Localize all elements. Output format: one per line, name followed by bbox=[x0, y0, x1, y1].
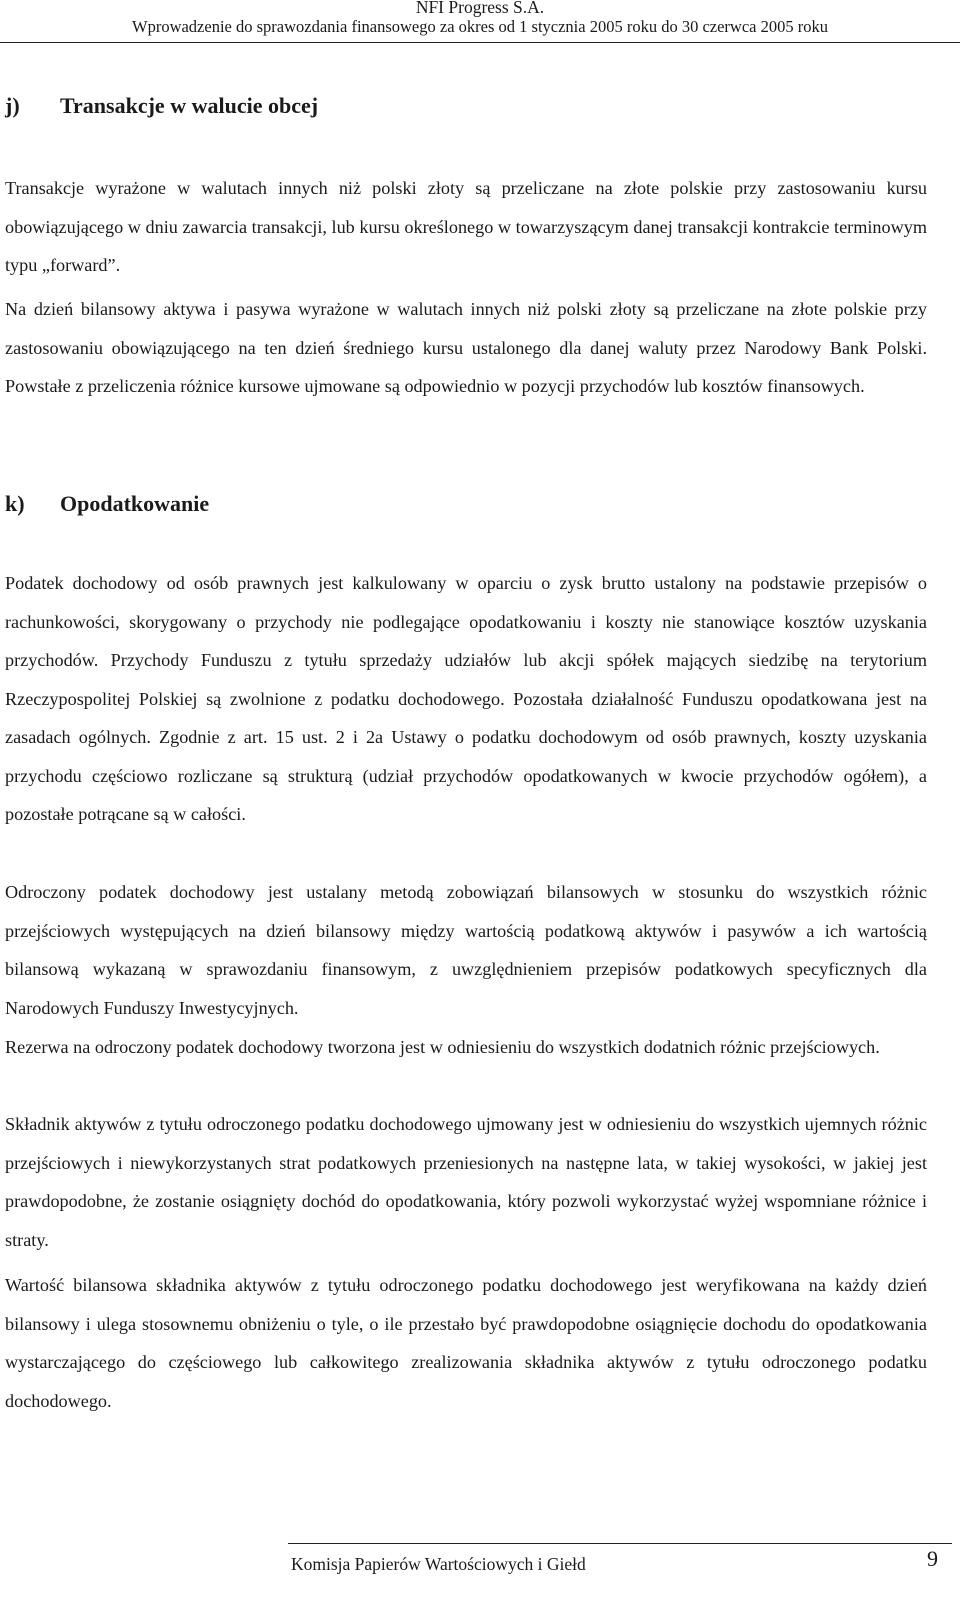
section-heading-j bbox=[5, 93, 318, 119]
paragraph: Wartość bilansowa składnika aktywów z tytułu odroczonego podatku dochodowego jest weryfikowana na każdy dzień bilansowy i ulega stosownemu obniżeniu o tyle, o ile przestało być prawdopodobne osiągnięcie dochodu do opodatkowania wystarczającego do częściowego lub całkowitego zrealizowania składnika aktywów z tytułu odroczonego podatku dochodowego. bbox=[5, 1275, 927, 1411]
paragraph: Odroczony podatek dochodowy jest ustalany metodą zobowiązań bilansowych w stosunku do wszystkich różnic przejściowych występujących na dzień bilansowy między wartością podatkową aktywów i pasywów a ich wartością bilansową wykazaną w sprawozdaniu finansowym, z uwzględnieniem przepisów podatkowych specyficznych dla Narodowych Funduszy Inwestycyjnych. bbox=[5, 882, 927, 1018]
section-letter: k) bbox=[5, 491, 25, 516]
paragraph: Transakcje wyrażone w walutach innych niż polski złoty są przeliczane na złote polskie przy zastosowaniu kursu obowiązującego w dniu zawarcia transakcji, lub kursu określonego w towarzyszącym danej transakcji kontrakcie terminowym typu „forward”. bbox=[5, 178, 927, 275]
footer-text: Komisja Papierów Wartościowych i Giełd bbox=[291, 1554, 586, 1574]
section-letter: j) bbox=[5, 93, 20, 118]
paragraph: Na dzień bilansowy aktywa i pasywa wyrażone w walutach innych niż polski złoty są przeliczane na złote polskie przy zastosowaniu obowiązującego na ten dzień średniego kursu ustalonego dla danej waluty przez Narodowy Bank Polski. Powstałe z przeliczenia różnice kursowe ujmowane są odpowiednio w pozycji przychodów lub kosztów finansowych. bbox=[5, 299, 927, 396]
paragraph: Podatek dochodowy od osób prawnych jest kalkulowany w oparciu o zysk brutto ustalony na podstawie przepisów o rachunkowości, skorygowany o przychody nie podlegające opodatkowaniu i koszty nie stanowiące kosztów uzyskania przychodów. Przychody Funduszu z tytułu sprzedaży udziałów lub akcji spółek mających siedzibę na terytorium Rzeczypospolitej Polskiej są zwolnione z podatku dochodowego. Pozostała działalność Funduszu opodatkowana jest na zasadach ogólnych. Zgodnie z art. 15 ust. 2 i 2a Ustawy o podatku dochodowym od osób prawnych, koszty uzyskania przychodu częściowo rozliczane są strukturą (udział przychodów opodatkowanych w kwocie przychodów ogółem), a pozostałe potrącane są w całości. bbox=[5, 573, 927, 824]
section-title: Transakcje w walucie obcej bbox=[60, 93, 319, 118]
page-number: 9 bbox=[927, 1546, 938, 1571]
header-divider bbox=[0, 42, 960, 43]
paragraph: Składnik aktywów z tytułu odroczonego podatku dochodowego ujmowany jest w odniesieniu do wszystkich ujemnych różnic przejściowych i niewykorzystanych strat podatkowych przeniesionych na następne lata, w takiej wysokości, w jakiej jest prawdopodobne, że zostanie osiągnięty dochód do opodatkowania, który pozwoli wykorzystać wyżej wspomniane różnice i straty. bbox=[5, 1114, 927, 1250]
page-header bbox=[0, 0, 960, 36]
section-title: Opodatkowanie bbox=[60, 491, 210, 516]
section-heading-k bbox=[5, 491, 209, 517]
paragraph: Rezerwa na odroczony podatek dochodowy tworzona jest w odniesieniu do wszystkich dodatnich różnic przejściowych. bbox=[5, 1037, 880, 1057]
header-subtitle: Wprowadzenie do sprawozdania finansowego za okres od 1 stycznia 2005 roku do 30 czerwca 2005 roku bbox=[132, 17, 828, 36]
footer-divider bbox=[288, 1543, 952, 1544]
header-title: NFI Progress S.A. bbox=[415, 0, 545, 17]
